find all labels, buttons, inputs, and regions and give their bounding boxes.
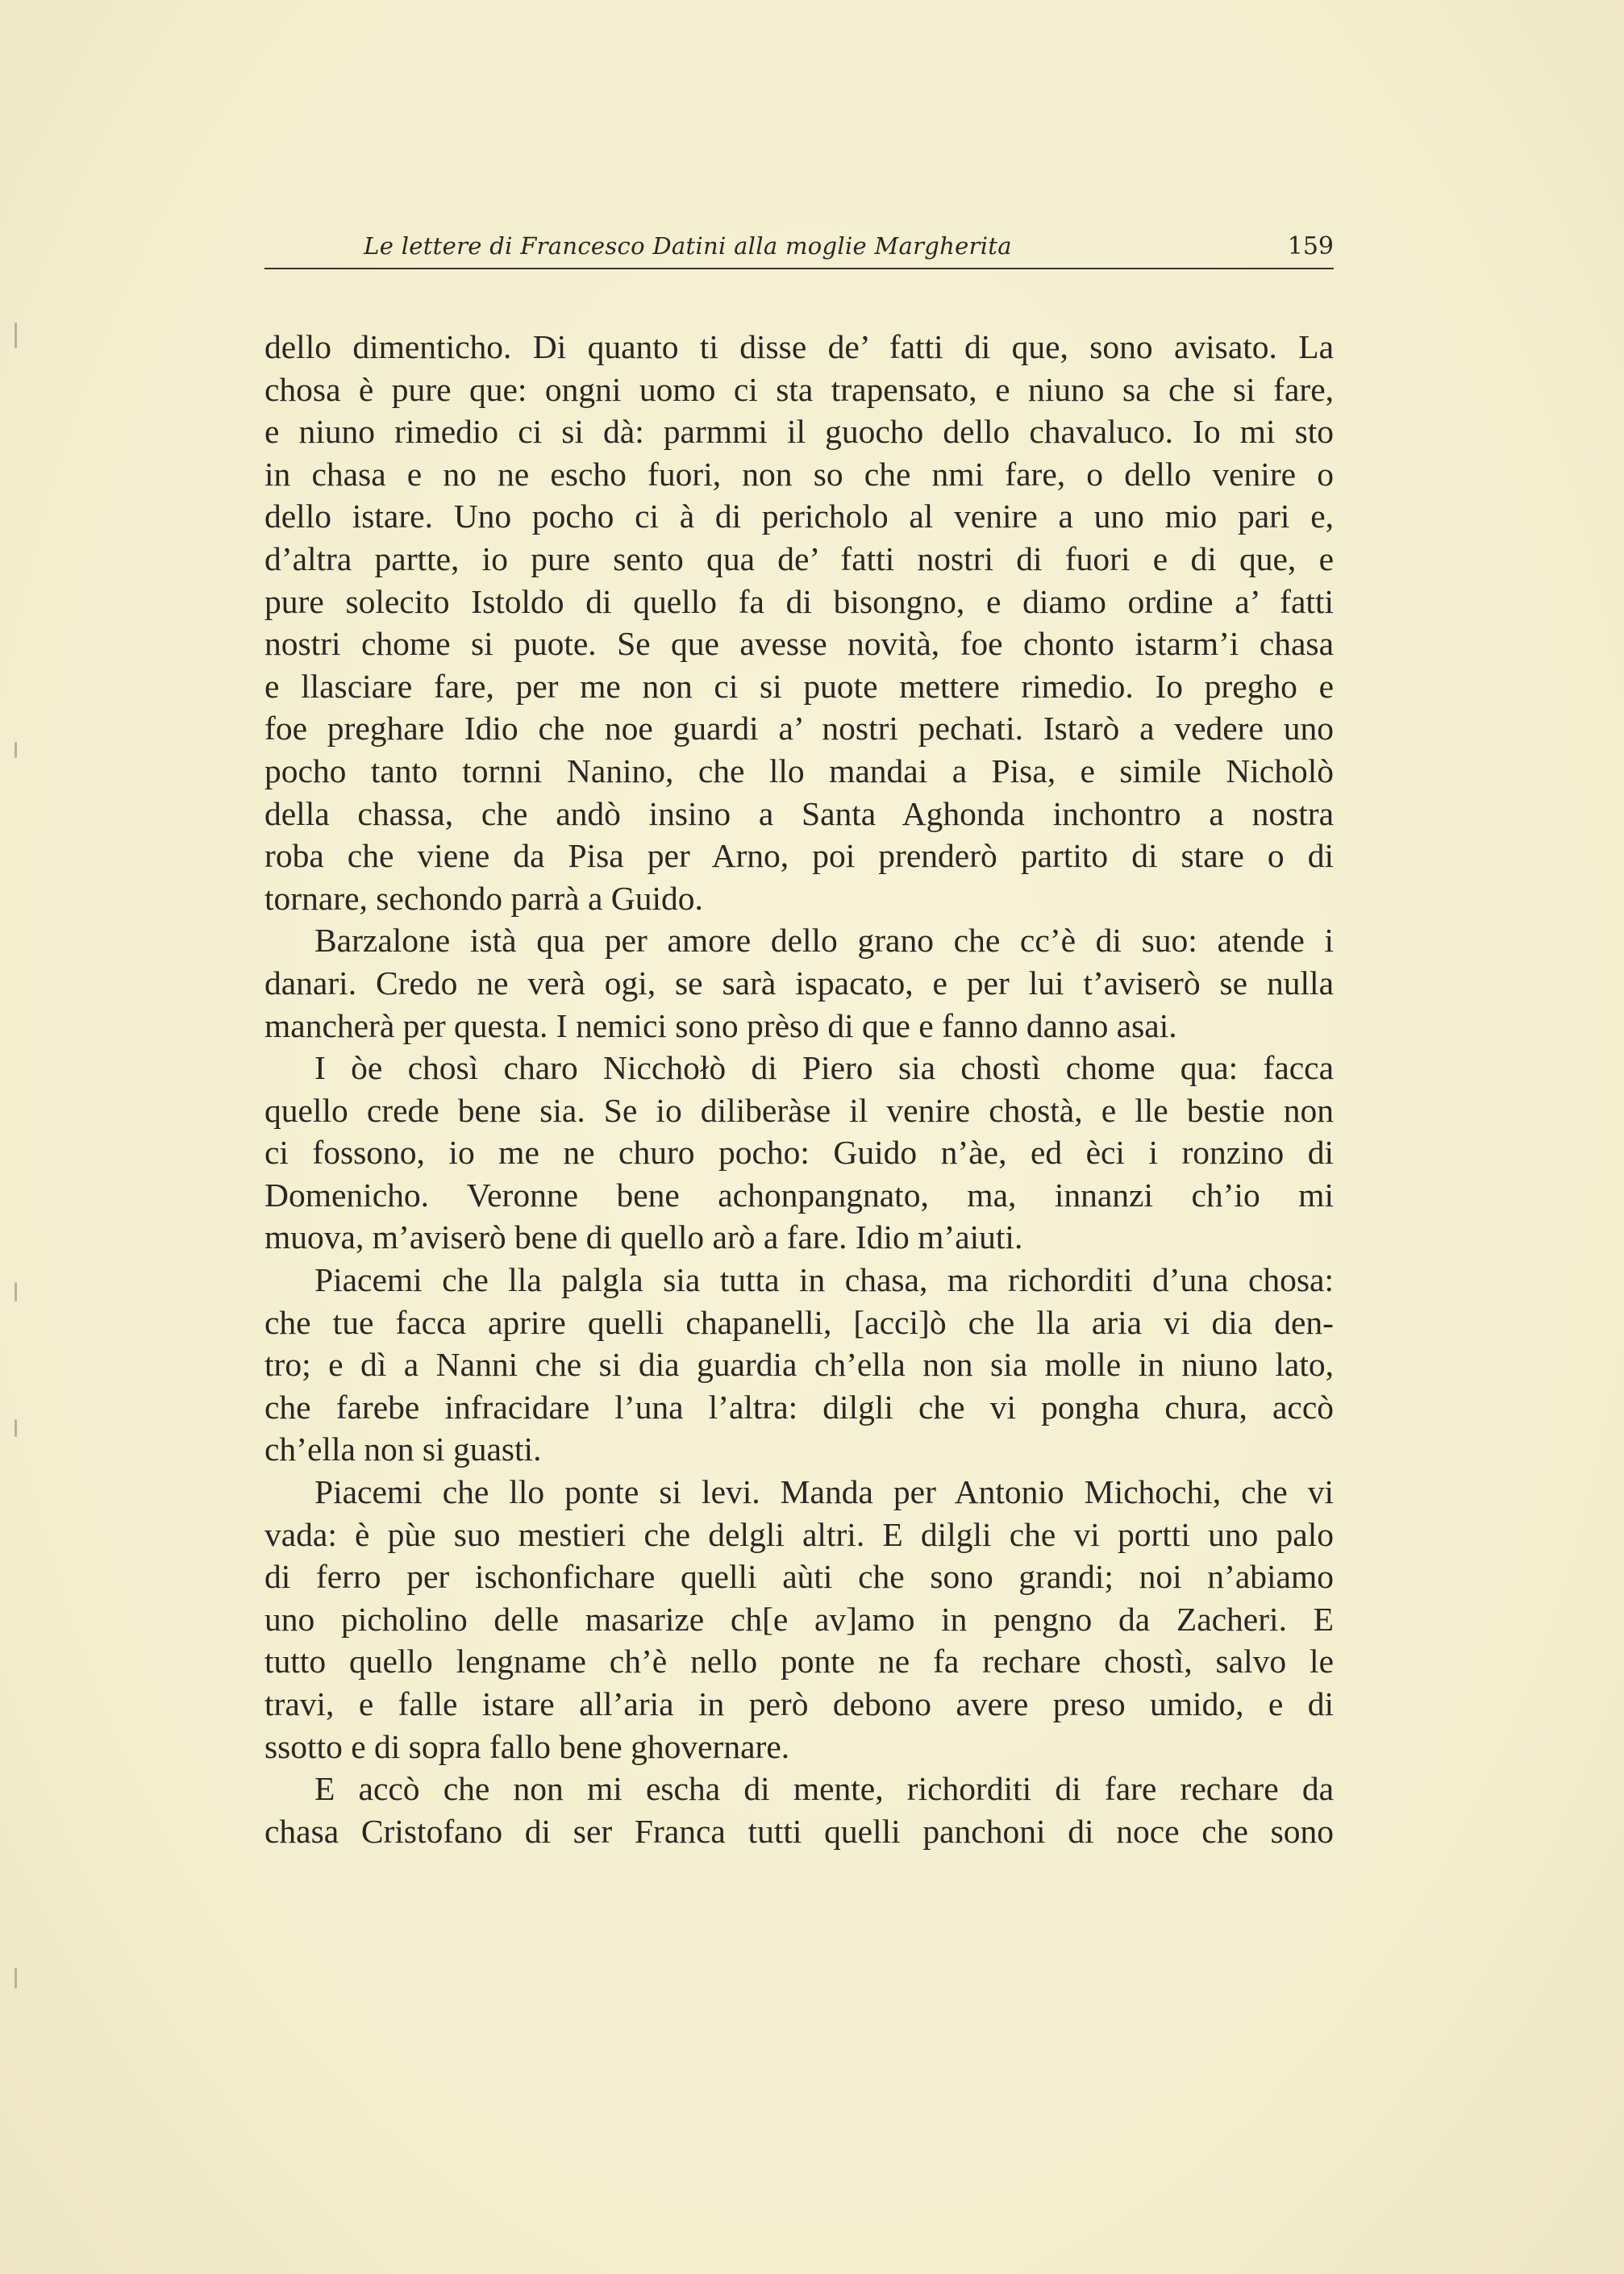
text-line: ch’ella non si guasti.	[264, 1431, 542, 1468]
edge-mark	[15, 1419, 17, 1437]
text-line: in chasa e no ne escho fuori, non so che nmi fare, o dello venire o	[264, 455, 1334, 493]
running-title: Le lettere di Francesco Datini alla moglie Margherita	[364, 232, 1012, 260]
text-line: chasa Cristofano di ser Franca tutti quelli panchoni di noce che sono	[264, 1812, 1334, 1850]
text-line: Barzalone istà qua per amore dello grano che cc’è di suo: atende i	[314, 922, 1334, 960]
text-line: danari. Credo ne verà ogi, se sarà ispacato, e per lui t’aviserò se nulla	[264, 964, 1334, 1002]
text-line: ssotto e di sopra fallo bene ghovernare.	[264, 1727, 790, 1765]
text-line: che farebe infracidare l’una l’altra: dilgli che vi pongha chura, accò	[264, 1388, 1334, 1426]
text-line: muova, m’aviserò bene di quello arò a fare. Idio m’aiuti.	[264, 1218, 1023, 1256]
text-line: Domenicho. Veronne bene achonpangnato, ma, innanzi ch’io mi	[264, 1176, 1334, 1214]
text-line: pure solecito Istoldo di quello fa di bisongno, e diamo ordine a’ fatti	[264, 582, 1334, 620]
text-line: pocho tanto tornni Nanino, che llo mandai a Pisa, e simile Nicholò	[264, 752, 1334, 789]
text-line: uno picholino delle masarize ch[e av]amo in pengno da Zacheri. E	[264, 1600, 1334, 1638]
edge-mark	[15, 1282, 17, 1302]
text-line: foe preghare Idio che noe guardi a’ nostri pechati. Istarò a vedere uno	[264, 710, 1334, 748]
text-line: di ferro per ischonfichare quelli aùti che sono grandi; noi n’abiamo	[264, 1558, 1334, 1596]
running-head	[264, 227, 1334, 269]
text-line: dello istare. Uno pocho ci à di pericholo al venire a uno mio pari e,	[264, 498, 1334, 535]
text-line: nostri chome si puote. Se que avesse novità, foe chonto istarm’i chasa	[264, 625, 1334, 663]
text-line: tornare, sechondo parrà a Guido.	[264, 879, 703, 917]
paragraph	[264, 326, 1334, 919]
text-line: e llasciare fare, per me non ci si puote mettere rimedio. Io pregho e	[264, 667, 1334, 705]
text-line: quello crede bene sia. Se io diliberàse il venire chostà, e lle bestie non	[264, 1091, 1334, 1129]
text-line: travi, e falle istare all’aria in però debono avere preso umido, e di	[264, 1685, 1334, 1722]
text-line: che tue facca aprire quelli chapanelli, [acci]ò che lla aria vi dia den-	[264, 1303, 1334, 1341]
text-line: d’altra partte, io pure sento qua de’ fatti nostri di fuori e di que, e	[264, 539, 1334, 577]
paragraph	[264, 919, 1334, 1047]
paragraph	[264, 1259, 1334, 1471]
page-number: 159	[1287, 232, 1334, 260]
text-line: vada: è pùe suo mestieri che delgli altri. E dilgli che vi portti uno palo	[264, 1515, 1334, 1553]
text-line: mancherà per questa. I nemici sono prèso di que e fanno danno asai.	[264, 1006, 1177, 1044]
text-line: E accò che non mi escha di mente, richorditi di fare rechare da	[314, 1770, 1334, 1808]
text-line: roba che viene da Pisa per Arno, poi prenderò partito di stare o di	[264, 837, 1334, 875]
edge-mark	[15, 742, 17, 758]
text-line: della chassa, che andò insino a Santa Aghonda inchontro a nostra	[264, 794, 1334, 832]
edge-mark	[15, 1968, 17, 1989]
header-rule	[264, 268, 1334, 269]
edge-mark	[15, 323, 17, 348]
paragraph	[264, 1768, 1334, 1852]
text-line: dello dimenticho. Di quanto ti disse de’ fatti di que, sono avisato. La	[264, 328, 1334, 365]
text-line: tutto quello lengname ch’è nello ponte ne fa rechare chostì, salvo le	[264, 1643, 1334, 1681]
text-line: e niuno rimedio ci si dà: parmmi il guocho dello chavaluco. Io mi sto	[264, 413, 1334, 451]
text-line: I òe chosì charo Nicchołò di Piero sia chostì chome qua: facca	[314, 1049, 1334, 1087]
text-line: tro; e dì a Nanni che si dia guardia ch’ella non sia molle in niuno lato,	[264, 1346, 1334, 1384]
paragraph	[264, 1047, 1334, 1259]
letter-text	[264, 326, 1334, 1852]
paragraph	[264, 1471, 1334, 1768]
text-line: ci fossono, io me ne churo pocho: Guido n’àe, ed èci i ronzino di	[264, 1134, 1334, 1172]
text-line: Piacemi che lla palgla sia tutta in chasa, ma richorditi d’una chosa:	[314, 1261, 1334, 1299]
text-line: chosa è pure que: ongni uomo ci sta trapensato, e niuno sa che si fare,	[264, 370, 1334, 408]
text-line: Piacemi che llo ponte si levi. Manda per Antonio Michochi, che vi	[314, 1473, 1334, 1511]
